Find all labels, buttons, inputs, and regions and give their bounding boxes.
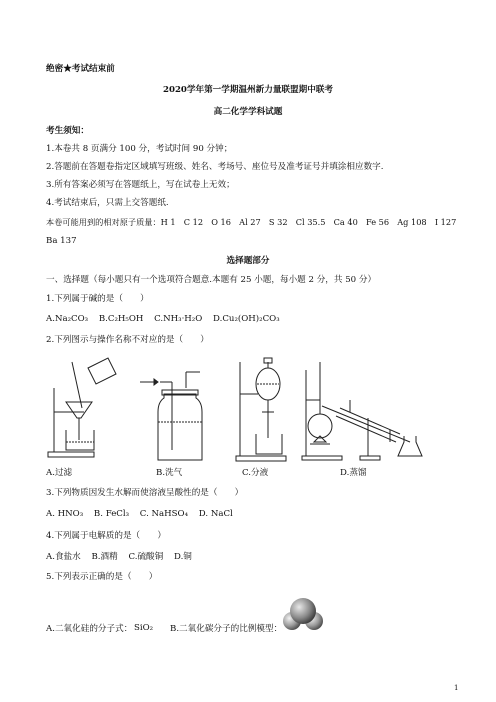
q3-option-b: B. FeCl₃	[93, 509, 130, 519]
q3-option-d: D. NaCl	[198, 509, 233, 519]
q5-option-b-label: B.二氧化碳分子的比例模型：	[170, 624, 283, 634]
q1-option-b: B.C₂H₅OH	[98, 314, 144, 324]
q3-options	[46, 509, 241, 520]
q5-option-a-label: A.二氧化硅的分子式：	[46, 624, 133, 634]
q2-option-c: C.分液	[242, 468, 269, 478]
q4-option-a: A.食盐水	[46, 552, 81, 562]
notice-heading: 考生须知：	[46, 126, 89, 136]
notice-item-2: 2.答题前在答题卷指定区域填写班级、姓名、考场号、座位号及准考证号并填涂相应数字.	[46, 162, 384, 172]
q5-option-a-formula: SiO₂	[134, 623, 154, 633]
q1-stem: 1.下列属于碱的是（ ）	[46, 294, 149, 304]
q1-option-c: C.NH₃·H₂O	[154, 314, 203, 324]
section-title: 选择题部分	[226, 256, 270, 266]
q1-option-a: A.Na₂CO₃	[46, 314, 89, 324]
atomic-masses-line-2: Ba 137	[46, 236, 77, 246]
separatory-funnel-figure	[232, 354, 302, 464]
gas-washing-bottle-figure	[140, 360, 220, 464]
q4-options	[46, 552, 200, 563]
q2-option-a: A.过滤	[46, 468, 73, 478]
exam-title: 2020学年第一学期温州新力量联盟期中联考	[162, 85, 333, 95]
q1-option-d: D.Cu₂(OH)₂CO₃	[213, 314, 280, 324]
notice-item-4: 4.考试结束后，只需上交答题纸.	[46, 198, 169, 208]
q3-option-c: C. NaHSO₄	[139, 509, 189, 519]
distillation-apparatus-figure	[300, 356, 436, 462]
q3-stem: 3.下列物质因发生水解而使溶液呈酸性的是（ ）	[46, 488, 244, 498]
q4-option-d: D.铜	[173, 552, 192, 562]
page-number: 1	[454, 684, 459, 692]
q5-stem: 5.下列表示正确的是（ ）	[46, 572, 158, 582]
section-instruction: 一、选择题（每小题只有一个选项符合题意.本题有 25 小题，每小题 2 分，共 50 分）	[46, 275, 377, 285]
notice-item-1: 1.本卷共 8 页满分 100 分，考试时间 90 分钟；	[46, 144, 233, 154]
secret-mark: 绝密★考试结束前	[46, 64, 115, 74]
filtration-apparatus-figure	[44, 356, 134, 462]
q2-option-d: D.蒸馏	[340, 468, 367, 478]
q4-stem: 4.下列属于电解质的是（ ）	[46, 531, 166, 541]
q4-option-b: B.酒精	[91, 552, 118, 562]
q2-option-b: B.洗气	[156, 468, 183, 478]
subject-title: 高二化学学科试题	[213, 107, 283, 117]
q2-stem: 2.下列图示与操作名称不对应的是（ ）	[46, 335, 209, 345]
q4-option-c: C.硫酸铜	[128, 552, 164, 562]
q1-options	[46, 314, 288, 325]
q3-option-a: A. HNO₃	[46, 509, 84, 519]
atomic-masses-line-1: 本卷可能用到的相对原子质量：H 1 C 12 O 16 Al 27 S 32 Cl 35.5 Ca 40 Fe 56 Ag 108 I 127	[46, 217, 457, 227]
notice-item-3: 3.所有答案必须写在答题纸上，写在试卷上无效；	[46, 180, 235, 190]
co2-space-filling-model-figure	[278, 594, 328, 636]
